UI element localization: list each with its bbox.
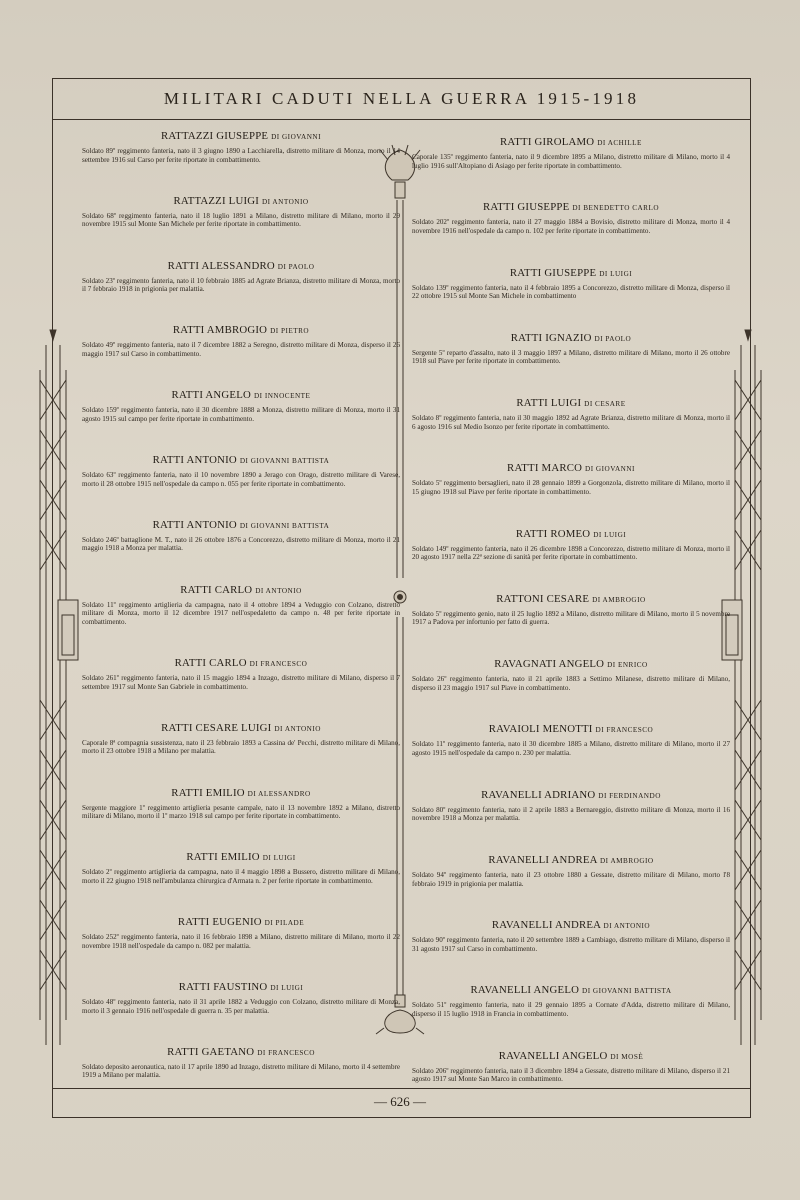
entry-text: Soldato 261º reggimento fanteria, nato il 15 maggio 1894 a Inzago, distretto militare di Milano, disperso il 7 settembre 1917 sul Monte San Gabriele in combattimento. (82, 673, 400, 691)
patronymic: DI LUIGI (270, 983, 304, 992)
entry-text: Soldato 26º reggimento fanteria, nato il 21 aprile 1883 a Settimo Milanese, distretto militare di Milano, disperso il 23 maggio 1917 sul Piave in combattimento. (412, 675, 730, 692)
soldier-name: RAVAGNATI ANGELO (494, 658, 605, 671)
soldier-name: RATTI AMBROGIO (172, 324, 268, 337)
entry-name (82, 916, 400, 928)
entry (82, 389, 400, 423)
patronymic: DI PILADE (264, 919, 305, 928)
entry (82, 454, 400, 488)
entry-text: Soldato 2º reggimento artiglieria da campagna, nato il 4 maggio 1898 a Bussero, distretto militare di Milano, morto il 22 giugno 1918 nell'ambulanza chirurgica d'Armata n. 2 per ferite riportate in combattimento. (82, 868, 400, 885)
entry-text: Soldato 5º reggimento bersaglieri, nato il 28 gennaio 1899 a Gorgonzola, distretto militare di Milano, morto il 15 giugno 1918 sul Piave per ferite riportate in combattimento. (412, 479, 730, 496)
entry-name (82, 851, 400, 863)
patronymic: DI LUIGI (593, 530, 627, 539)
soldier-name: RATTI EUGENIO (177, 916, 262, 929)
entry-name (412, 397, 730, 409)
soldier-name: RATTI GAETANO (167, 1045, 255, 1058)
entry-text: Soldato 159º reggimento fanteria, nato il 30 dicembre 1888 a Monza, distretto militare di Monza, morto il 31 agosto 1915 sul campo per ferite riportate in combattimento. (82, 406, 400, 423)
soldier-name: RATTI ANTONIO (152, 518, 237, 531)
patronymic: DI PAOLO (277, 262, 315, 271)
entry-text: Caporale 135º reggimento fanteria, nato il 9 dicembre 1895 a Milano, distretto militare di Milano, morto il 4 luglio 1916 sull'Altopiano di Asiago per ferite riportate in combattimento. (412, 153, 730, 170)
entry-text: Soldato 139º reggimento fanteria, nato il 4 febbraio 1895 a Concorezzo, distretto militare di Monza, disperso il 22 ottobre 1915 sul Monte San Michele in combattimento (412, 283, 730, 301)
entry (412, 462, 730, 496)
soldier-name: RATTI GIUSEPPE (509, 266, 597, 279)
soldier-name: RATTI FAUSTINO (178, 980, 268, 993)
soldier-name: RATTI ROMEO (515, 527, 591, 540)
soldier-name: RATTI CESARE LUIGI (161, 721, 272, 734)
patronymic: DI ANTONIO (274, 724, 321, 733)
entry-name (412, 658, 730, 670)
patronymic: DI LUIGI (599, 269, 633, 278)
entry (82, 657, 400, 691)
entry-text: Soldato 8º reggimento fanteria, nato il 30 maggio 1892 ad Agrate Brianza, distretto militare di Monza, morto il 6 agosto 1916 sul Medio Isonzo per ferite riportate in combattimento. (412, 414, 730, 431)
soldier-name: RATTAZZI LUIGI (173, 194, 260, 207)
patronymic: DI ANTONIO (261, 197, 309, 206)
entry (82, 981, 400, 1015)
patronymic: DI BENEDETTO CARLO (572, 204, 660, 213)
soldier-name: RAVAIOLI MENOTTI (488, 723, 593, 736)
soldier-name: RATTI CARLO (174, 656, 247, 669)
entry-name (412, 332, 730, 344)
soldier-name: RATTI EMILIO (171, 786, 245, 799)
entry-text: Soldato 90º reggimento fanteria, nato il 20 settembre 1889 a Cambiago, distretto militare di Milano, disperso il 31 agosto 1917 sul Carso in combattimento. (412, 936, 730, 953)
patronymic: DI AMBROGIO (599, 856, 654, 865)
entry-text: Caporale 8ª compagnia sussistenza, nato il 23 febbraio 1893 a Cassina de' Pecchi, distretto militare di Milano, morto il 23 ottobre 1918 a Milano per malattia. (82, 738, 400, 756)
entry-text: Soldato 51º reggimento fanteria, nato il 29 gennaio 1895 a Cornate d'Adda, distretto militare di Milano, disperso il 15 luglio 1918 in Francia in combattimento. (412, 1001, 730, 1019)
footer-rule (52, 1088, 751, 1089)
entry-name (412, 723, 730, 735)
entry-name (412, 1050, 730, 1062)
soldier-name: RAVANELLI ANGELO (470, 984, 580, 997)
entry-name (82, 519, 400, 531)
entry (82, 324, 400, 358)
entry (412, 919, 730, 953)
entry (82, 260, 400, 294)
entry-text: Soldato 252º reggimento fanteria, nato il 16 febbraio 1898 a Milano, distretto militare di Milano, morto il 22 novembre 1918 nell'ospedale da campo n. 082 per malattia. (82, 933, 400, 950)
entry-text: Soldato 5º reggimento genio, nato il 25 luglio 1892 a Milano, distretto militare di Milano, morto il 5 novembre 1917 a Padova per infortunio per fatto di guerra. (412, 609, 730, 627)
entry (82, 1046, 400, 1080)
entry (412, 332, 730, 366)
soldier-name: RATTI EMILIO (186, 851, 260, 864)
entry (412, 984, 730, 1018)
left-column (82, 130, 400, 1080)
entry-name (412, 528, 730, 540)
entry-text: Soldato 49º reggimento fanteria, nato il 7 dicembre 1882 a Seregno, distretto militare di Monza, disperso il 26 maggio 1917 sul Carso in combattimento. (82, 341, 400, 358)
patronymic: DI FRANCESCO (249, 659, 308, 668)
entry-name (82, 389, 400, 401)
entry (412, 593, 730, 627)
entry (412, 658, 730, 692)
entry-name (82, 1046, 400, 1058)
entry-text: Soldato 23º reggimento fanteria, nato il 10 febbraio 1885 ad Agrate Brianza, distretto militare di Monza, morto il 7 febbraio 1918 in prigionia per malattia. (82, 276, 400, 294)
entry-name (412, 462, 730, 474)
patronymic: DI AMBROGIO (592, 595, 646, 604)
patronymic: DI GIOVANNI BATTISTA (582, 987, 672, 996)
entry (412, 267, 730, 301)
page-title: MILITARI CADUTI NELLA GUERRA 1915-1918 (163, 88, 640, 108)
entry (412, 854, 730, 888)
patronymic: DI GIOVANNI (271, 133, 321, 141)
entry-text: Soldato 63º reggimento fanteria, nato il 10 novembre 1890 a Jerago con Orago, distretto militare di Varese, morto il 28 ottobre 1915 nell'ospedale da campo n. 055 per ferite riportate in combattimento. (82, 470, 400, 488)
entry-text: Soldato 94º reggimento fanteria, nato il 23 ottobre 1880 a Gessate, distretto militare di Milano, morto l'8 febbraio 1919 in prigionia per malattia. (412, 870, 730, 888)
soldier-name: RATTI MARCO (507, 462, 583, 475)
patronymic: DI LUIGI (262, 854, 296, 863)
entry (82, 519, 400, 553)
patronymic: DI PAOLO (594, 334, 632, 343)
patronymic: DI ANTONIO (603, 922, 651, 931)
entry-text: Soldato 68º reggimento fanteria, nato il 18 luglio 1891 a Milano, distretto militare di Milano, morto il 29 novembre 1915 sul Monte San Michele per ferite riportate in combattimento. (82, 211, 400, 229)
entry-name (82, 722, 400, 734)
entry (82, 916, 400, 950)
entry-name (412, 789, 730, 801)
entry-text: Soldato 149º reggimento fanteria, nato il 26 dicembre 1898 a Concorezzo, distretto militare di Monza, morto il 20 agosto 1917 nella 22ª sezione di sanità per ferite riportate in combattimento. (412, 544, 730, 562)
patronymic: DI ALESSANDRO (247, 789, 311, 798)
entry-name (82, 657, 400, 669)
soldier-name: RAVANELLI ANGELO (498, 1049, 608, 1062)
entry (412, 723, 730, 757)
right-column (412, 136, 730, 1084)
entry (412, 201, 730, 235)
soldier-name: RATTI ANGELO (171, 389, 252, 402)
entry-text: Soldato 246º battaglione M. T., nato il 26 ottobre 1876 a Concorezzo, distretto militare di Monza, morto il 21 maggio 1918 a Monza per malattia. (82, 535, 400, 553)
entry-text: Soldato 89º reggimento fanteria, nato il 3 giugno 1890 a Lacchiarella, distretto militare di Monza, morto il 14 settembre 1916 sul Carso per ferite riportate in combattimento. (82, 147, 400, 164)
patronymic: DI GIOVANNI BATTISTA (239, 521, 330, 530)
entry-name (82, 260, 400, 272)
entry-name (82, 130, 400, 142)
entry-text: Sergente maggiore 1º reggimento artiglieria pesante campale, nato il 13 novembre 1892 a Milano, distretto militare di Milano, morto il 1º marzo 1918 sul campo per ferite riportate in combattimento. (82, 803, 400, 821)
soldier-name: RATTI LUIGI (516, 397, 582, 410)
entry (412, 789, 730, 823)
entry-name (412, 984, 730, 996)
entry (82, 851, 400, 885)
entry (82, 195, 400, 229)
patronymic: DI INNOCENTE (253, 392, 311, 401)
entry-name (82, 584, 400, 596)
entry-name (82, 195, 400, 207)
soldier-name: RAVANELLI ANDREA (491, 919, 601, 932)
soldier-name: RATTI ALESSANDRO (167, 259, 275, 272)
page-number: — 626 — (374, 1094, 426, 1109)
entry (82, 787, 400, 821)
patronymic: DI GIOVANNI (585, 465, 635, 474)
entry-text: Sergente 5º reparto d'assalto, nato il 3 maggio 1897 a Milano, distretto militare di Milano, morto il 26 ottobre 1918 sul Piave per ferite riportate in combattimento. (412, 348, 730, 366)
patronymic: DI ACHILLE (597, 139, 642, 147)
entry-text: Soldato deposito aeronautica, nato il 17 aprile 1890 ad Inzago, distretto militare di Milano, morto il 4 settembre 1919 a Milano per malattia. (82, 1062, 400, 1080)
entry-text: Soldato 80º reggimento fanteria, nato il 2 aprile 1883 a Bernareggio, distretto militare di Monza, morto il 16 novembre 1918 a Monza per malattia. (412, 805, 730, 823)
patronymic: DI PIETRO (270, 327, 310, 336)
patronymic: DI FRANCESCO (595, 726, 654, 735)
entry (412, 397, 730, 431)
entry-name (412, 919, 730, 931)
entry-text: Soldato 202º reggimento fanteria, nato il 27 maggio 1884 a Bovisio, distretto militare di Monza, morto il 4 novembre 1916 nell'ospedale da campo n. 102 per ferite riportate in combattimento. (412, 218, 730, 235)
entry-name (412, 854, 730, 866)
soldier-name: RATTAZZI GIUSEPPE (160, 130, 269, 142)
patronymic: DI FERDINANDO (598, 791, 661, 800)
entry (82, 584, 400, 627)
soldier-name: RAVANELLI ADRIANO (481, 788, 596, 801)
entry-name (412, 201, 730, 213)
entry-name (82, 981, 400, 993)
entry (412, 1050, 730, 1084)
entry-name (412, 136, 730, 148)
patronymic: DI ANTONIO (255, 586, 302, 595)
patronymic: DI FRANCESCO (257, 1048, 315, 1057)
entry-text: Soldato 206º reggimento fanteria, nato il 3 dicembre 1894 a Gessate, distretto militare di Milano, disperso il 21 agosto 1917 sul Monte San Marco in combattimento. (412, 1066, 730, 1084)
entry-name (412, 267, 730, 279)
soldier-name: RAVANELLI ANDREA (488, 853, 598, 866)
entry (82, 130, 400, 164)
entry-name (82, 787, 400, 799)
entry-name (82, 454, 400, 466)
entry (412, 528, 730, 562)
page-header (52, 78, 751, 120)
soldier-name: RATTI GIROLAMO (500, 136, 595, 148)
entry (82, 722, 400, 756)
entry (412, 136, 730, 170)
patronymic: DI MOSÈ (610, 1052, 644, 1061)
soldier-name: RATTI ANTONIO (152, 453, 237, 466)
patronymic: DI ENRICO (607, 661, 648, 670)
soldier-name: RATTI CARLO (180, 583, 253, 596)
soldier-name: RATTI IGNAZIO (510, 331, 592, 344)
soldier-name: RATTONI CESARE (496, 592, 590, 605)
entry-text: Soldato 48º reggimento fanteria, nato il 31 aprile 1882 a Veduggio con Colzano, distretto militare di Monza, morto il 3 gennaio 1916 nell'ospedale di guerra n. 35 per malattia. (82, 997, 400, 1015)
patronymic: DI GIOVANNI BATTISTA (239, 456, 330, 465)
entry-name (82, 324, 400, 336)
patronymic: DI CESARE (584, 400, 626, 409)
entry-name (412, 593, 730, 605)
entry-text: Soldato 11º reggimento artiglieria da campagna, nato il 4 ottobre 1894 a Veduggio con Colzano, distretto militare di Monza, morto il 12 dicembre 1917 nell'ospedaletto da campo n. 48 per ferite riportate in combattimento. (82, 600, 400, 626)
soldier-name: RATTI GIUSEPPE (482, 201, 570, 214)
entry-text: Soldato 11º reggimento fanteria, nato il 30 dicembre 1885 a Milano, distretto militare di Milano, morto il 27 agosto 1915 nell'ospedale da campo n. 230 per malattia. (412, 740, 730, 757)
